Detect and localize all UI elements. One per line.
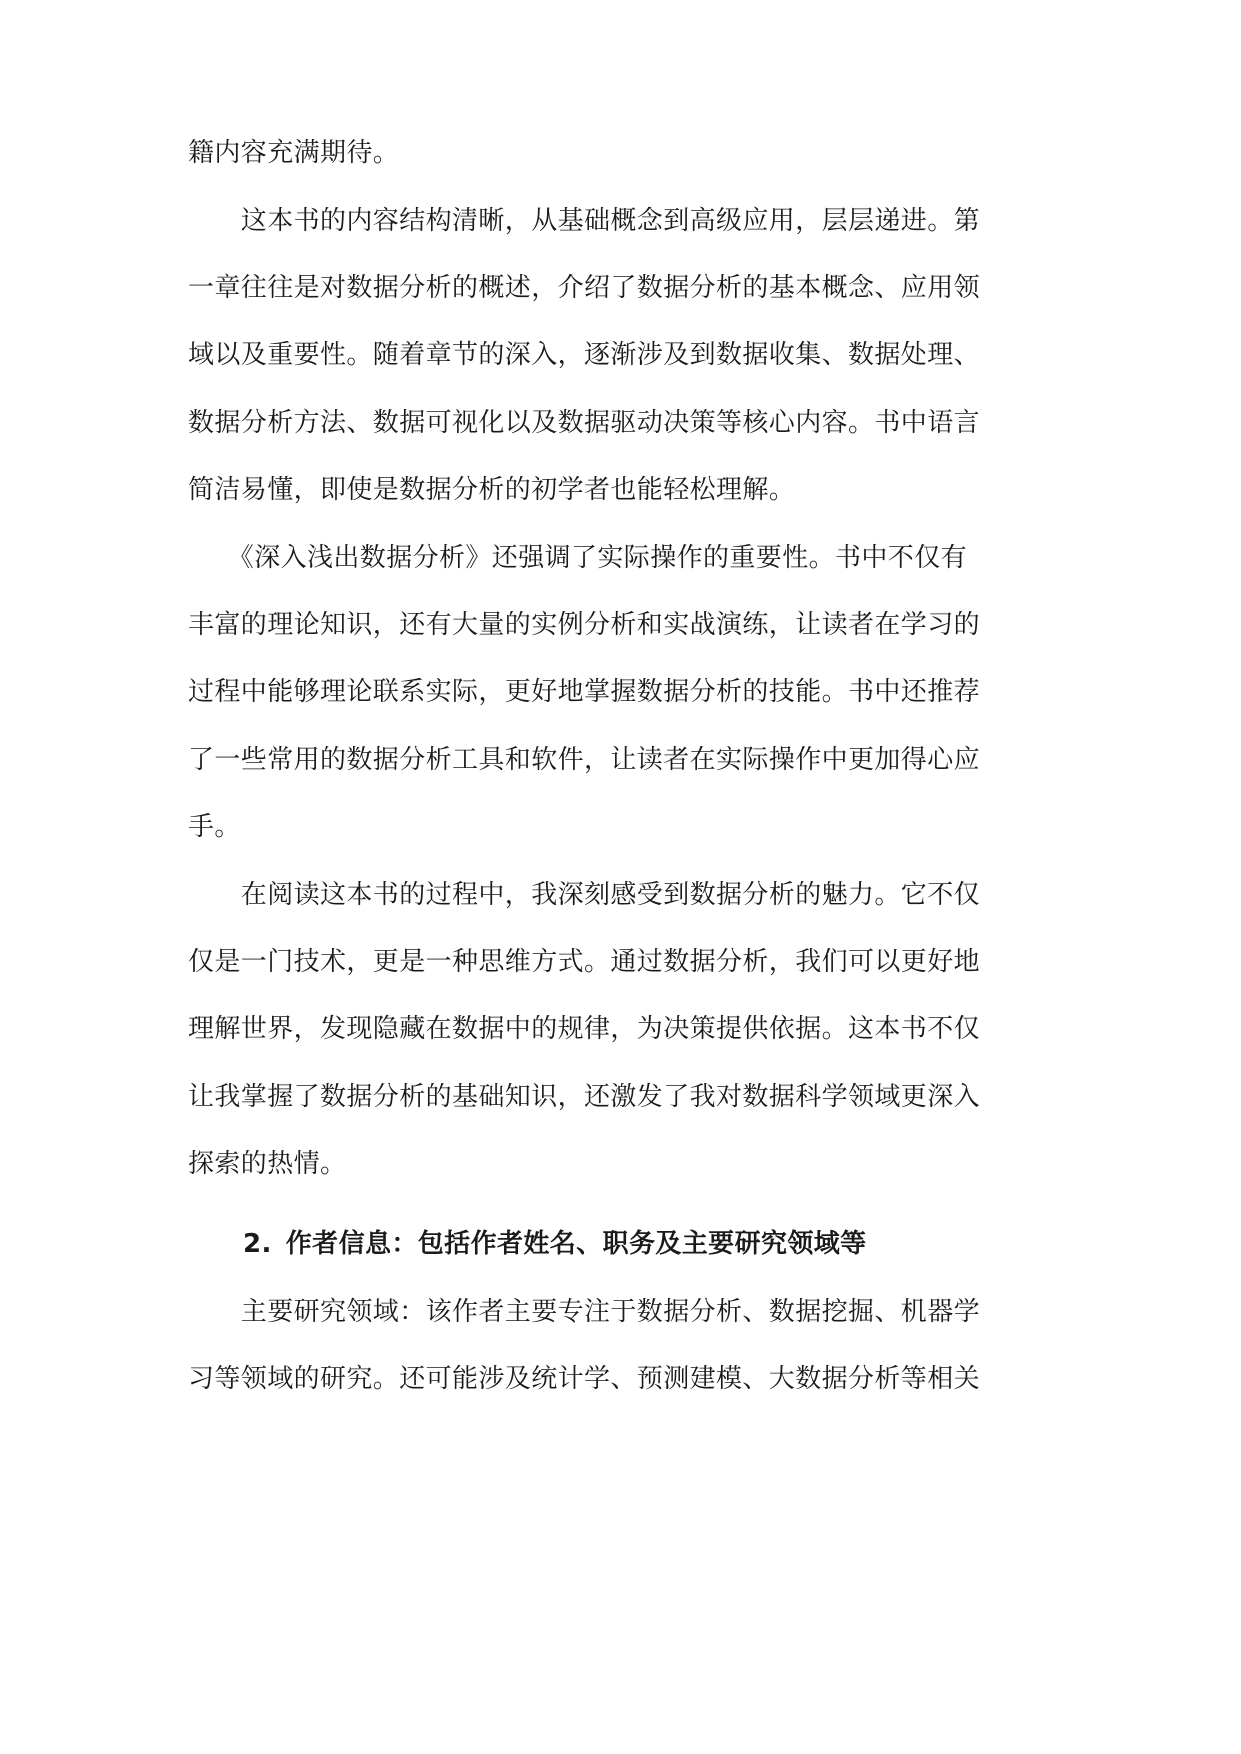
text-line: 一章往往是对数据分析的概述，介绍了数据分析的基本概念、应用领 (188, 273, 981, 303)
text-line: 籍内容充满期待。 (188, 138, 400, 168)
text-line: 《深入浅出数据分析》还强调了实际操作的重要性。书中不仅有 (188, 543, 968, 573)
text-line: 习等领域的研究。还可能涉及统计学、预测建模、大数据分析等相关 (188, 1364, 981, 1394)
text-line: 域以及重要性。随着章节的深入，逐渐涉及到数据收集、数据处理、 (188, 340, 981, 370)
section-title: 作者信息：包括作者姓名、职务及主要研究领域等 (285, 1229, 867, 1259)
text-line: 让我掌握了数据分析的基础知识，还激发了我对数据科学领域更深入 (188, 1082, 981, 1112)
text-line: 过程中能够理论联系实际，更好地掌握数据分析的技能。书中还推荐 (188, 677, 981, 707)
text-line: 这本书的内容结构清晰，从基础概念到高级应用，层层递进。第 (188, 206, 981, 236)
section-number: 2. (243, 1229, 272, 1259)
text-line: 手。 (188, 812, 241, 842)
section-heading (243, 1227, 867, 1261)
text-line: 理解世界，发现隐藏在数据中的规律，为决策提供依据。这本书不仅 (188, 1014, 981, 1044)
text-line: 数据分析方法、数据可视化以及数据驱动决策等核心内容。书中语言 (188, 408, 981, 438)
text-line: 主要研究领域：该作者主要专注于数据分析、数据挖掘、机器学 (188, 1297, 981, 1327)
text-line: 探索的热情。 (188, 1149, 347, 1179)
text-line: 在阅读这本书的过程中，我深刻感受到数据分析的魅力。它不仅 (188, 880, 981, 910)
text-line: 简洁易懂，即使是数据分析的初学者也能轻松理解。 (188, 475, 796, 505)
text-line: 仅是一门技术，更是一种思维方式。通过数据分析，我们可以更好地 (188, 947, 981, 977)
text-line: 丰富的理论知识，还有大量的实例分析和实战演练，让读者在学习的 (188, 610, 981, 640)
text-line: 了一些常用的数据分析工具和软件，让读者在实际操作中更加得心应 (188, 745, 981, 775)
